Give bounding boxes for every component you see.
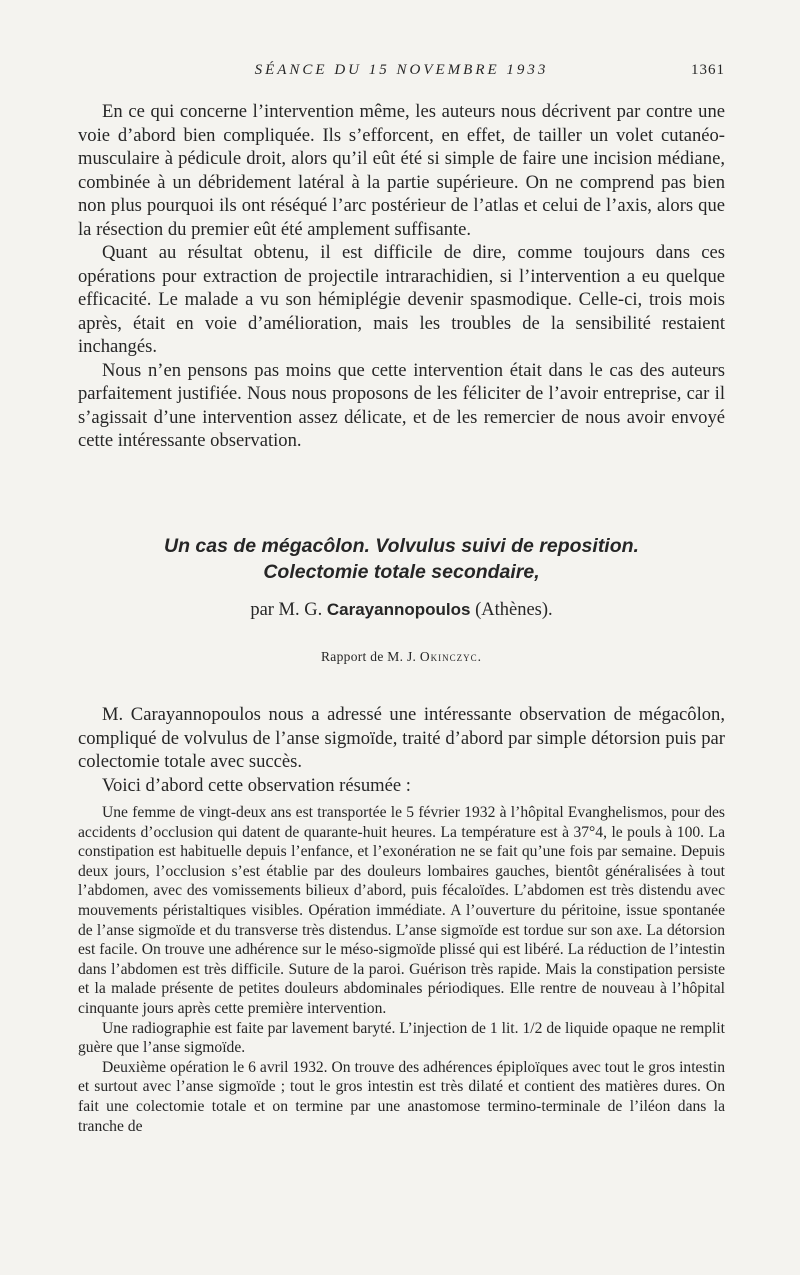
previous-article-conclusion: [78, 100, 725, 453]
paragraph: En ce qui concerne l’intervention même, les auteurs nous décrivent par contre une voie d’abord bien compliquée. Ils s’efforcent, en effet, de tailler un volet cutanéo-musculaire à pédicule droit, alors qu’il eût été si simple de faire une incision médiane, combinée à un débridement latéral à la partie supérieure. On ne comprend pas bien non plus pourquoi ils ont réséqué l’arc postérieur de l’atlas et celui de l’axis, alors que la résection du premier eût été amplement suffisante.: [78, 101, 725, 240]
byline-prefix: par M. G.: [250, 600, 323, 620]
observation-paragraph: Deuxième opération le 6 avril 1932. On trouve des adhérences épiploïques avec tout le gros intestin et surtout avec l’anse sigmoïde ; tout le gros intestin est très dilaté et contient des matières dures. On fait une colectomie totale et on termine par une anastomose termino-terminale de l’iléon dans la tranche de: [78, 1058, 725, 1135]
paragraph: M. Carayannopoulos nous a adressé une intéressante observation de mégacôlon, compliqué de volvulus de l’anse sigmoïde, traité d’abord par simple détorsion puis par colectomie totale avec succès.: [78, 704, 725, 772]
article-title-line: Colectomie totale secondaire,: [263, 561, 540, 583]
running-header: [78, 62, 725, 86]
observation-paragraph: Une radiographie est faite par lavement baryté. L’injection de 1 lit. 1/2 de liquide opaque ne remplit guère que l’anse sigmoïde.: [78, 1019, 725, 1057]
paragraph: Voici d’abord cette observation résumée :: [102, 774, 411, 796]
page-number: 1361: [691, 62, 725, 78]
report-prefix: Rapport de M. J.: [321, 649, 417, 664]
report-author: Okinczyc.: [419, 649, 482, 664]
byline: [78, 600, 725, 621]
article-title-line: Un cas de mégacôlon. Volvulus suivi de reposition.: [164, 535, 639, 557]
article-introduction: [78, 703, 725, 797]
report-line: [78, 649, 725, 665]
observation-paragraph: Une femme de vingt-deux ans est transportée le 5 février 1932 à l’hôpital Evanghelismos, pour des accidents d’occlusion qui datent de quarante-huit heures. La température est à 37°4, le pouls à 100. La constipation est habituelle depuis l’enfance, et l’exonération ne se fait qu’une fois par semaine. Depuis deux jours, l’occlusion s’est établie par des douleurs lombaires gauches, bientôt généralisées à tout l’abdomen, avec des vomissements bilieux d’abord, puis fécaloïdes. L’abdomen est très distendu avec mouvements péristaltiques visibles. Opération immédiate. A l’ouverture du péritoine, issue spontanée de l’anse sigmoïde et du transverse très distendus. L’anse sigmoïde est tordue sur son axe. La détorsion est facile. On trouve une adhérence sur le méso-sigmoïde plissé qui est libéré. La réduction de l’intestin dans l’abdomen est très difficile. Suture de la paroi. Guérison très rapide. Mais la constipation persiste et la malade présente de petites douleurs abdominales périodiques. Elle rentre de nouveau à l’hôpital cinquante jours après cette première intervention.: [78, 804, 725, 1017]
paragraph: Quant au résultat obtenu, il est difficile de dire, comme toujours dans ces opérations pour extraction de projectile intrarachidien, si l’intervention a eu quelque efficacité. Le malade a vu son hémiplégie devenir spasmodique. Celle-ci, trois mois après, était en voie d’amélioration, mais les troubles de la sensibilité restaient inchangés.: [78, 242, 725, 357]
running-title: SÉANCE DU 15 NOVEMBRE 1933: [254, 62, 549, 78]
byline-place: (Athènes).: [475, 600, 553, 620]
paragraph: Nous n’en pensons pas moins que cette intervention était dans le cas des auteurs parfaitement justifiée. Nous nous proposons de les féliciter de l’avoir entreprise, car il s’agissait d’une intervention assez délicate, et de les remercier de nous avoir envoyé cette intéressante observation.: [78, 359, 725, 451]
byline-author: Carayannopoulos: [326, 600, 471, 619]
article-title: [78, 533, 725, 585]
case-observation: [78, 803, 725, 1136]
